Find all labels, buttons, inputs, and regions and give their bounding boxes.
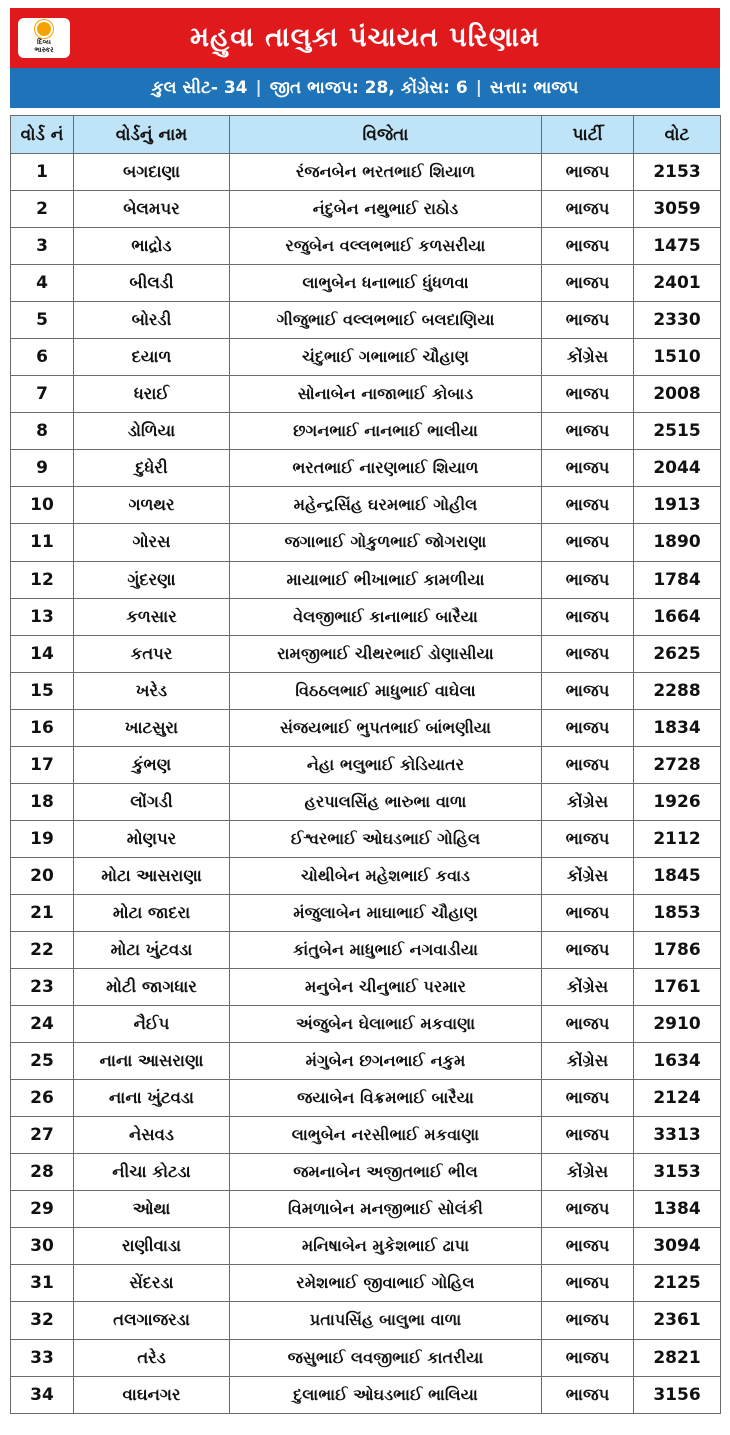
table-row [11, 1265, 721, 1302]
table-row [11, 524, 721, 561]
winner-name-cell: નંદુબેન નથુભાઈ રાઠોડ [230, 191, 542, 228]
winner-name-cell: જયાબેન વિક્રમભાઈ બારૈયા [230, 1080, 542, 1117]
party-cell: ભાજપ [542, 1228, 634, 1265]
table-row [11, 1339, 721, 1376]
winner-name-cell: દુલાભાઈ ઓઘડભાઈ ભાલિયા [230, 1376, 542, 1413]
table-header-row [11, 116, 721, 154]
ward-name-cell: ખાટસુરા [74, 709, 230, 746]
party-cell: કોંગ્રેસ [542, 1154, 634, 1191]
table-row [11, 709, 721, 746]
party-cell: ભાજપ [542, 598, 634, 635]
ward-number-cell: 21 [11, 894, 74, 931]
party-cell: કોંગ્રેસ [542, 783, 634, 820]
ward-name-cell: નૈઈપ [74, 1006, 230, 1043]
summary-bar [10, 68, 720, 108]
party-cell: ભાજપ [542, 1302, 634, 1339]
ward-name-cell: ડોળિયા [74, 413, 230, 450]
summary-separator: | [475, 78, 482, 98]
party-cell: ભાજપ [542, 1339, 634, 1376]
col-header-ward-no: વોર્ડ નં [11, 116, 74, 154]
ward-name-cell: મોટી જાગધાર [74, 969, 230, 1006]
table-row [11, 1302, 721, 1339]
table-row [11, 302, 721, 339]
winner-name-cell: છગનભાઈ નાનભાઈ ભાલીયા [230, 413, 542, 450]
table-row [11, 635, 721, 672]
ward-number-cell: 22 [11, 931, 74, 968]
results-table-wrapper [10, 115, 720, 1414]
ward-number-cell: 7 [11, 376, 74, 413]
ward-name-cell: વાઘનગર [74, 1376, 230, 1413]
logo-text-line1: દિવ્ય [37, 38, 51, 46]
ward-name-cell: બેલમપર [74, 191, 230, 228]
party-cell: કોંગ્રેસ [542, 969, 634, 1006]
table-row [11, 1080, 721, 1117]
party-cell: ભાજપ [542, 746, 634, 783]
ward-number-cell: 31 [11, 1265, 74, 1302]
ward-number-cell: 6 [11, 339, 74, 376]
ward-number-cell: 24 [11, 1006, 74, 1043]
ward-number-cell: 33 [11, 1339, 74, 1376]
party-cell: ભાજપ [542, 191, 634, 228]
winner-name-cell: સોનાબેન નાજાભાઈ કોબાડ [230, 376, 542, 413]
table-row [11, 1191, 721, 1228]
votes-cell: 2008 [634, 376, 721, 413]
votes-cell: 3094 [634, 1228, 721, 1265]
party-cell: કોંગ્રેસ [542, 339, 634, 376]
ward-name-cell: નેસવડ [74, 1117, 230, 1154]
ward-number-cell: 17 [11, 746, 74, 783]
col-header-party: પાર્ટી [542, 116, 634, 154]
votes-cell: 2515 [634, 413, 721, 450]
party-cell: ભાજપ [542, 450, 634, 487]
summary-separator: | [255, 78, 262, 98]
winner-name-cell: રામજીભાઈ ચીથરભાઈ ડોણાસીયા [230, 635, 542, 672]
table-row [11, 598, 721, 635]
party-cell: ભાજપ [542, 635, 634, 672]
ward-number-cell: 15 [11, 672, 74, 709]
votes-cell: 1475 [634, 228, 721, 265]
winner-name-cell: કાંતુબેન માધુભાઈ નગવાડીયા [230, 931, 542, 968]
sun-icon [37, 22, 51, 36]
party-cell: ભાજપ [542, 561, 634, 598]
votes-cell: 3059 [634, 191, 721, 228]
winner-name-cell: વિઠઠલભાઈ માધુભાઈ વાઘેલા [230, 672, 542, 709]
votes-cell: 1786 [634, 931, 721, 968]
ward-name-cell: ભાદ્રોડ [74, 228, 230, 265]
table-row [11, 154, 721, 191]
ward-number-cell: 29 [11, 1191, 74, 1228]
winner-name-cell: ચોથીબેન મહેશભાઈ કવાડ [230, 857, 542, 894]
votes-cell: 2044 [634, 450, 721, 487]
votes-cell: 2112 [634, 820, 721, 857]
winner-name-cell: મનિષાબેન મુકેશભાઈ ઢાપા [230, 1228, 542, 1265]
votes-cell: 2728 [634, 746, 721, 783]
votes-cell: 1834 [634, 709, 721, 746]
page-title: મહુવા તાલુકા પંચાયત પરિણામ [189, 22, 541, 53]
table-row [11, 1006, 721, 1043]
table-row [11, 265, 721, 302]
summary-won: જીત ભાજપ: 28, કોંગ્રેસ: 6 [269, 78, 468, 98]
votes-cell: 2288 [634, 672, 721, 709]
col-header-winner: વિજેતા [230, 116, 542, 154]
ward-number-cell: 30 [11, 1228, 74, 1265]
party-cell: ભાજપ [542, 709, 634, 746]
ward-number-cell: 19 [11, 820, 74, 857]
winner-name-cell: રંજનબેન ભરતભાઈ શિયાળ [230, 154, 542, 191]
ward-name-cell: કુંભણ [74, 746, 230, 783]
col-header-votes: વોટ [634, 116, 721, 154]
ward-name-cell: તરેડ [74, 1339, 230, 1376]
party-cell: ભાજપ [542, 154, 634, 191]
winner-name-cell: મંજુલાબેન માઘાભાઈ ચૌહાણ [230, 894, 542, 931]
ward-name-cell: રાણીવાડા [74, 1228, 230, 1265]
votes-cell: 2910 [634, 1006, 721, 1043]
winner-name-cell: રજુબેન વલ્લભભાઈ કળસરીયા [230, 228, 542, 265]
table-row [11, 413, 721, 450]
party-cell: કોંગ્રેસ [542, 1043, 634, 1080]
votes-cell: 2125 [634, 1265, 721, 1302]
party-cell: ભાજપ [542, 1117, 634, 1154]
winner-name-cell: મંગુબેન છગનભાઈ નકુમ [230, 1043, 542, 1080]
winner-name-cell: જમનાબેન અજીતભાઈ ભીલ [230, 1154, 542, 1191]
ward-number-cell: 1 [11, 154, 74, 191]
party-cell: ભાજપ [542, 1080, 634, 1117]
logo-text-line2: ભાસ્કર [34, 46, 54, 54]
party-cell: ભાજપ [542, 672, 634, 709]
ward-number-cell: 14 [11, 635, 74, 672]
ward-name-cell: કતપર [74, 635, 230, 672]
ward-name-cell: ગળથર [74, 487, 230, 524]
table-row [11, 820, 721, 857]
winner-name-cell: પ્રતાપસિંહ બાલુભા વાળા [230, 1302, 542, 1339]
party-cell: ભાજપ [542, 302, 634, 339]
votes-cell: 2821 [634, 1339, 721, 1376]
table-row [11, 894, 721, 931]
votes-cell: 1761 [634, 969, 721, 1006]
party-cell: ભાજપ [542, 1191, 634, 1228]
party-cell: ભાજપ [542, 376, 634, 413]
winner-name-cell: લાભુબેન નરસીભાઈ મકવાણા [230, 1117, 542, 1154]
ward-name-cell: મોણપર [74, 820, 230, 857]
votes-cell: 1853 [634, 894, 721, 931]
table-row [11, 450, 721, 487]
ward-name-cell: નાના આસરાણા [74, 1043, 230, 1080]
winner-name-cell: ઈશ્વરભાઈ ઓઘડભાઈ ગોહિલ [230, 820, 542, 857]
table-row [11, 376, 721, 413]
ward-number-cell: 2 [11, 191, 74, 228]
winner-name-cell: હરપાલસિંહ ભારુભા વાળા [230, 783, 542, 820]
party-cell: ભાજપ [542, 1265, 634, 1302]
ward-number-cell: 13 [11, 598, 74, 635]
ward-number-cell: 27 [11, 1117, 74, 1154]
party-cell: ભાજપ [542, 1376, 634, 1413]
table-row [11, 561, 721, 598]
party-cell: ભાજપ [542, 1006, 634, 1043]
ward-number-cell: 25 [11, 1043, 74, 1080]
table-row [11, 672, 721, 709]
party-cell: ભાજપ [542, 487, 634, 524]
ward-number-cell: 28 [11, 1154, 74, 1191]
table-body [11, 154, 721, 1414]
ward-number-cell: 3 [11, 228, 74, 265]
table-row [11, 931, 721, 968]
ward-number-cell: 4 [11, 265, 74, 302]
winner-name-cell: જસુભાઈ લવજીભાઈ કાતરીયા [230, 1339, 542, 1376]
ward-number-cell: 8 [11, 413, 74, 450]
table-row [11, 228, 721, 265]
table-row [11, 1043, 721, 1080]
table-row [11, 487, 721, 524]
votes-cell: 1384 [634, 1191, 721, 1228]
party-cell: ભાજપ [542, 228, 634, 265]
ward-name-cell: નાના ખુંટવડા [74, 1080, 230, 1117]
table-row [11, 783, 721, 820]
ward-name-cell: મોટા જાદરા [74, 894, 230, 931]
winner-name-cell: વિમળાબેન મનજીભાઈ સોલંકી [230, 1191, 542, 1228]
winner-name-cell: જગાભાઈ ગોકુળભાઈ જોગરાણા [230, 524, 542, 561]
title-bar [10, 8, 720, 68]
table-row [11, 746, 721, 783]
winner-name-cell: રમેશભાઈ જીવાભાઈ ગોહિલ [230, 1265, 542, 1302]
ward-number-cell: 34 [11, 1376, 74, 1413]
winner-name-cell: સંજયભાઈ ભુપતભાઈ બાંભણીયા [230, 709, 542, 746]
votes-cell: 3153 [634, 1154, 721, 1191]
votes-cell: 2124 [634, 1080, 721, 1117]
party-cell: ભાજપ [542, 413, 634, 450]
col-header-ward-name: વોર્ડનું નામ [74, 116, 230, 154]
ward-name-cell: મોટા આસરાણા [74, 857, 230, 894]
winner-name-cell: લાભુબેન ધનાભાઈ ધુંધળવા [230, 265, 542, 302]
ward-name-cell: દુધેરી [74, 450, 230, 487]
ward-name-cell: દયાળ [74, 339, 230, 376]
table-row [11, 191, 721, 228]
ward-number-cell: 9 [11, 450, 74, 487]
ward-name-cell: બીલડી [74, 265, 230, 302]
votes-cell: 2361 [634, 1302, 721, 1339]
winner-name-cell: ભરતભાઈ નારણભાઈ શિયાળ [230, 450, 542, 487]
votes-cell: 3313 [634, 1117, 721, 1154]
votes-cell: 1890 [634, 524, 721, 561]
winner-name-cell: અંજુબેન ઘેલાભાઈ મકવાણા [230, 1006, 542, 1043]
ward-name-cell: ઓથા [74, 1191, 230, 1228]
ward-name-cell: કળસાર [74, 598, 230, 635]
table-row [11, 339, 721, 376]
ward-number-cell: 20 [11, 857, 74, 894]
ward-name-cell: ખરેડ [74, 672, 230, 709]
ward-name-cell: તલગાજરડા [74, 1302, 230, 1339]
ward-number-cell: 10 [11, 487, 74, 524]
ward-name-cell: નીચા કોટડા [74, 1154, 230, 1191]
ward-number-cell: 32 [11, 1302, 74, 1339]
ward-name-cell: બગદાણા [74, 154, 230, 191]
votes-cell: 1784 [634, 561, 721, 598]
party-cell: ભાજપ [542, 931, 634, 968]
ward-name-cell: બોરડી [74, 302, 230, 339]
ward-number-cell: 23 [11, 969, 74, 1006]
table-row [11, 1154, 721, 1191]
ward-number-cell: 12 [11, 561, 74, 598]
ward-name-cell: ગુંદરણા [74, 561, 230, 598]
party-cell: ભાજપ [542, 820, 634, 857]
ward-name-cell: ધરાઈ [74, 376, 230, 413]
table-row [11, 969, 721, 1006]
ward-number-cell: 5 [11, 302, 74, 339]
votes-cell: 3156 [634, 1376, 721, 1413]
votes-cell: 1510 [634, 339, 721, 376]
winner-name-cell: માયાભાઈ ભીખાભાઈ કામળીયા [230, 561, 542, 598]
votes-cell: 2330 [634, 302, 721, 339]
table-row [11, 1117, 721, 1154]
ward-number-cell: 16 [11, 709, 74, 746]
winner-name-cell: નેહા ભલુભાઈ કોડિયાતર [230, 746, 542, 783]
winner-name-cell: મહેન્દ્રસિંહ ઘરમભાઈ ગોહીલ [230, 487, 542, 524]
table-row [11, 1228, 721, 1265]
ward-number-cell: 11 [11, 524, 74, 561]
ward-name-cell: ગોરસ [74, 524, 230, 561]
votes-cell: 1664 [634, 598, 721, 635]
party-cell: કોંગ્રેસ [542, 857, 634, 894]
winner-name-cell: ગીજુભાઈ વલ્લભભાઈ બલદાણિયા [230, 302, 542, 339]
ward-name-cell: મોટા ખુંટવડા [74, 931, 230, 968]
winner-name-cell: વેલજીભાઈ કાનાભાઈ બારૈયા [230, 598, 542, 635]
votes-cell: 1845 [634, 857, 721, 894]
votes-cell: 2153 [634, 154, 721, 191]
votes-cell: 2625 [634, 635, 721, 672]
votes-cell: 1913 [634, 487, 721, 524]
party-cell: ભાજપ [542, 265, 634, 302]
summary-total-seats: કુલ સીટ- 34 [151, 78, 248, 98]
ward-name-cell: લોંગડી [74, 783, 230, 820]
results-table [10, 115, 721, 1414]
summary-power: સત્તા: ભાજપ [489, 78, 579, 98]
winner-name-cell: ચંદુભાઈ ગભાભાઈ ચૌહાણ [230, 339, 542, 376]
party-cell: ભાજપ [542, 894, 634, 931]
votes-cell: 1926 [634, 783, 721, 820]
winner-name-cell: મનુબેન ચીનુભાઈ પરમાર [230, 969, 542, 1006]
votes-cell: 1634 [634, 1043, 721, 1080]
divya-bhaskar-logo [18, 18, 70, 58]
table-row [11, 1376, 721, 1413]
votes-cell: 2401 [634, 265, 721, 302]
ward-number-cell: 18 [11, 783, 74, 820]
table-row [11, 857, 721, 894]
ward-number-cell: 26 [11, 1080, 74, 1117]
ward-name-cell: સેંદરડા [74, 1265, 230, 1302]
party-cell: ભાજપ [542, 524, 634, 561]
